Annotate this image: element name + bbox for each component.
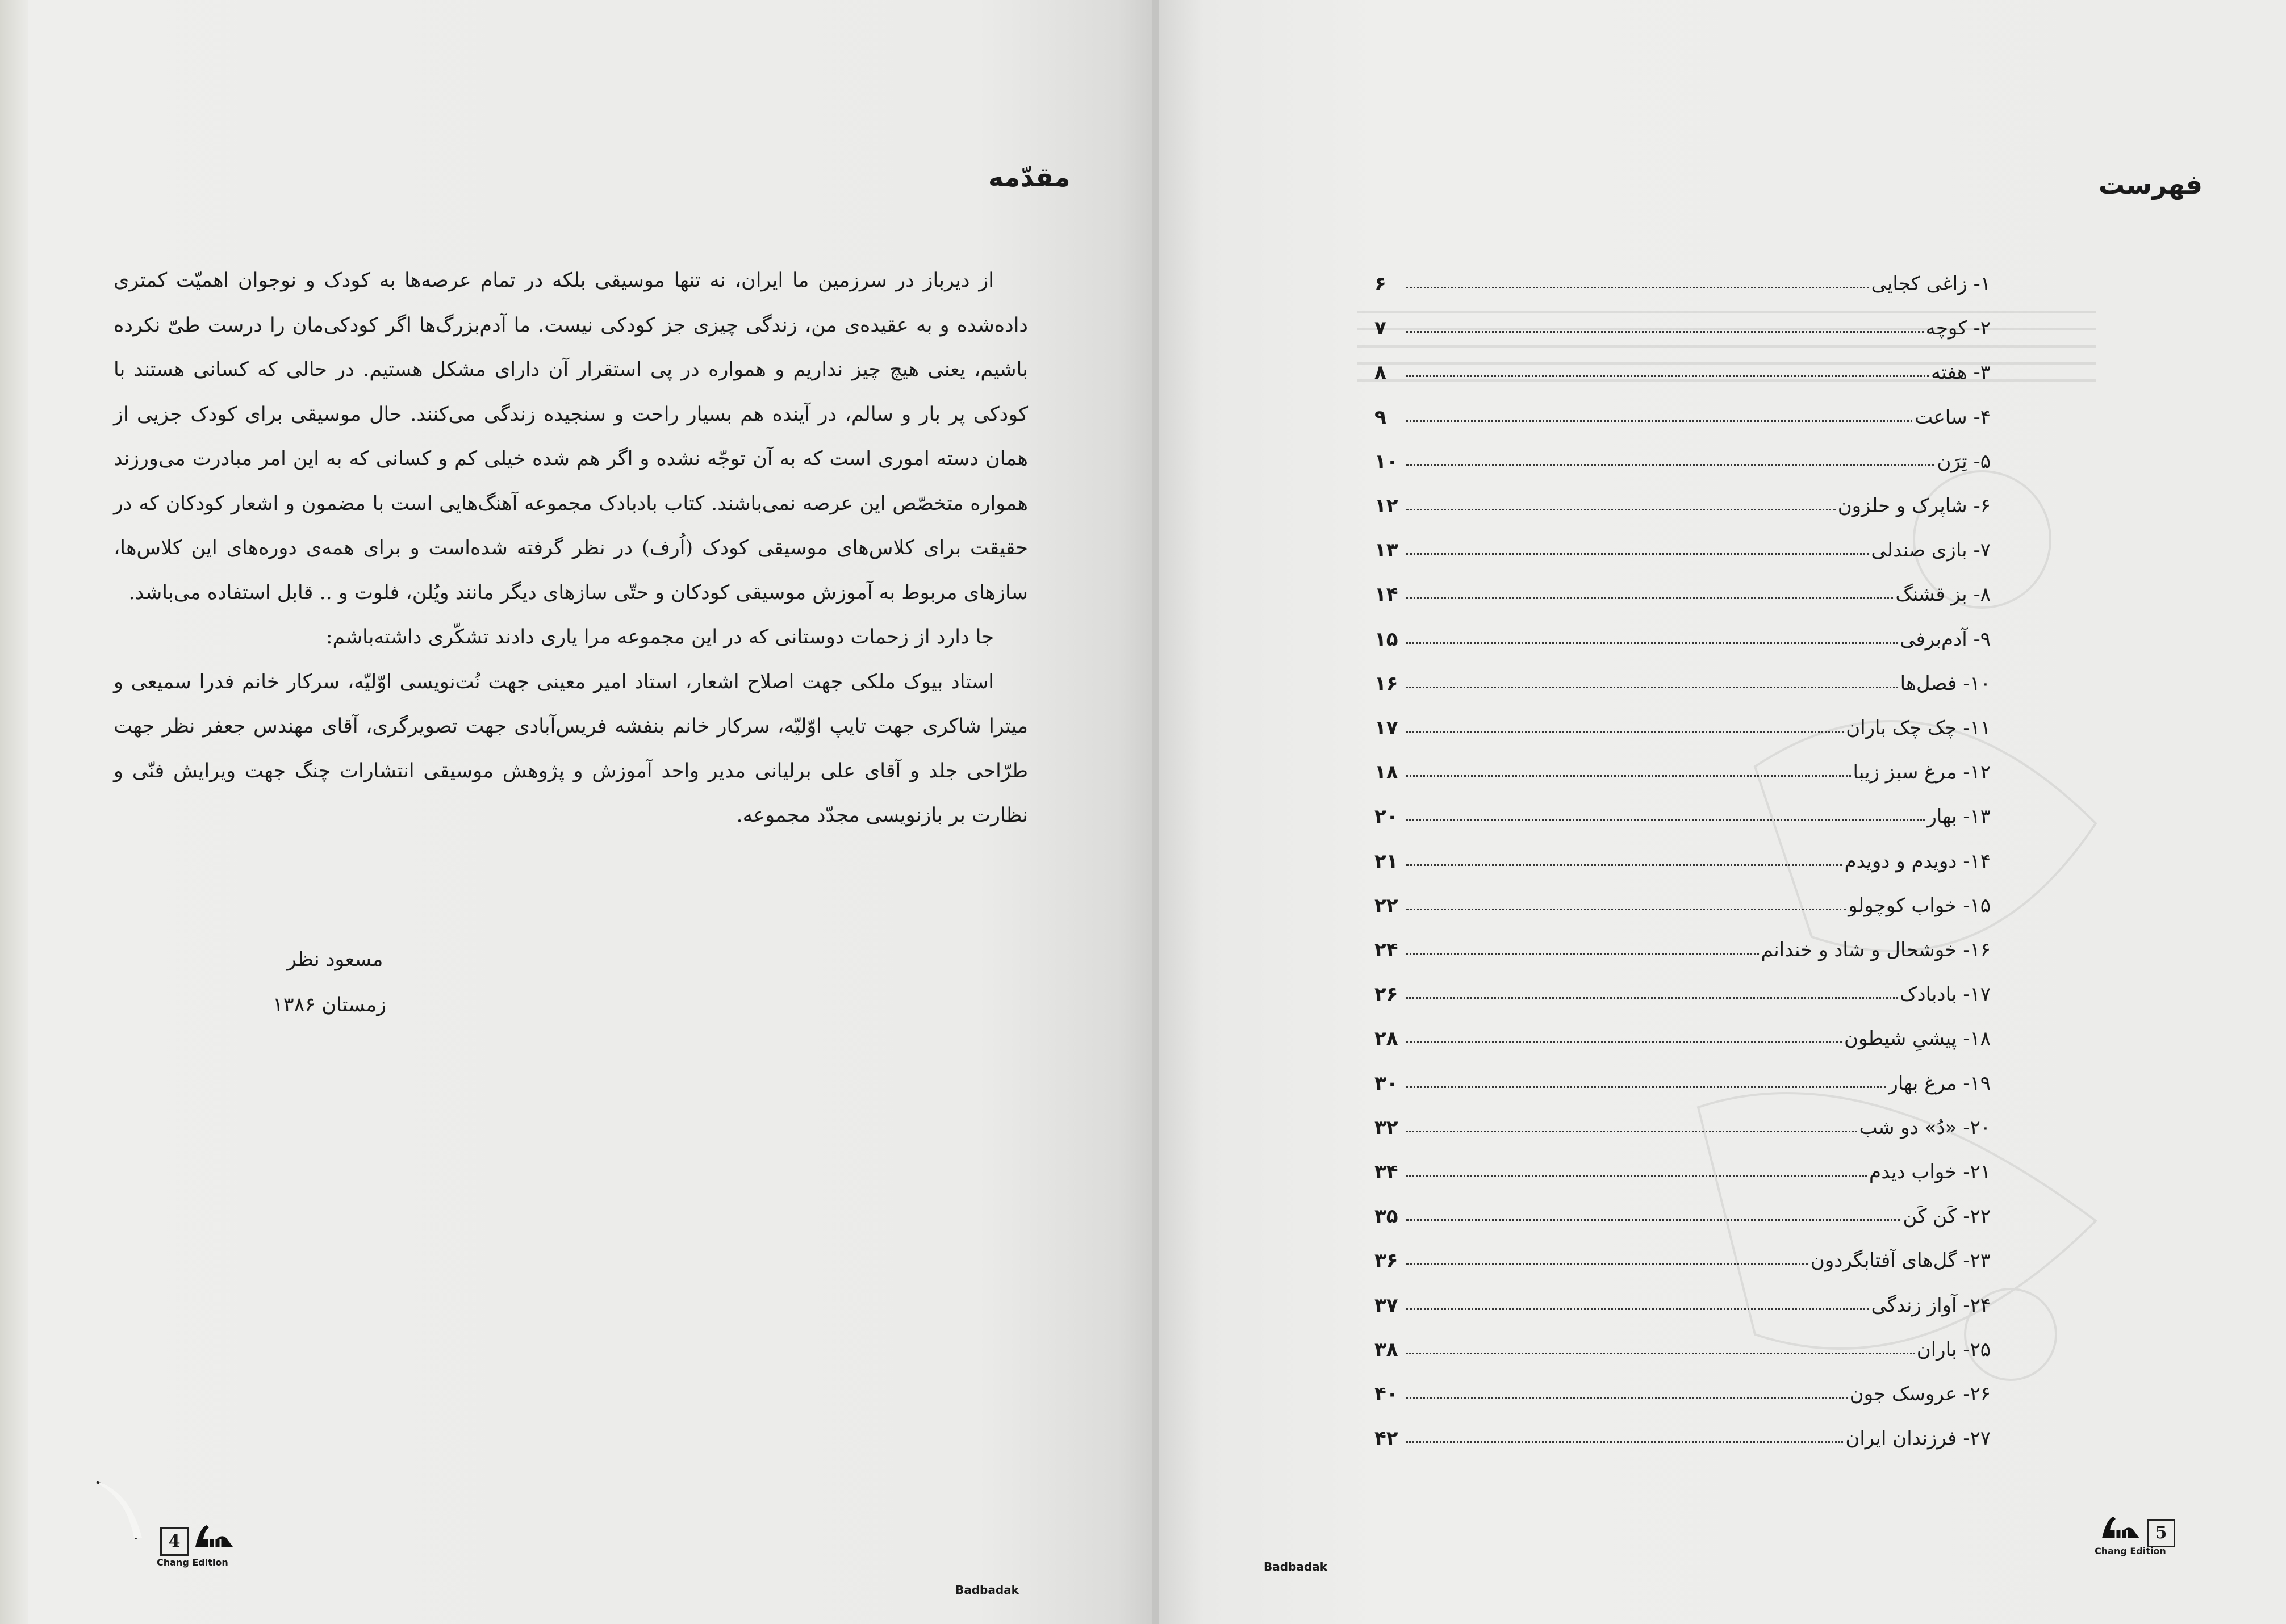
toc-leader-dots [1406, 1353, 1915, 1354]
toc-entry [1374, 261, 1991, 295]
intro-body [114, 258, 1028, 838]
toc-entry-title: ۲۷- فرزندان ایران [1845, 1427, 1991, 1450]
toc-entry-title: ۵- تِرَن [1937, 450, 1991, 473]
publisher-name: Chang Edition [157, 1557, 228, 1568]
toc-entry-page: ۱۷ [1374, 717, 1398, 739]
running-title: Badbadak [955, 1583, 1019, 1597]
author-name: مسعود نظر [287, 948, 383, 971]
toc-entry-title: ۲۵- باران [1916, 1338, 1991, 1361]
toc-entry [1374, 883, 1991, 917]
signature-date: زمستان ۱۳۸۶ [273, 994, 387, 1016]
toc-entry-title: ۱۶- خوشحال و شاد و خندانم [1761, 939, 1991, 961]
toc-entry-page: ۱۰ [1374, 450, 1398, 473]
toc-entry-title: ۲۴- آواز زندگی [1871, 1294, 1991, 1317]
intro-paragraph: از دیرباز در سرزمین ما ایران، نه تنها موسیقی بلکه در تمام عرصه‌ها به کودک و نوجوان اهمیّت کمتری داده‌شده و به عقیده‌ی من، زندگی چیزی جز کودکی نیست. ما آدم‌بزرگ‌ها اگر کودکی‌مان را درست طیّ نکرده باشیم، یعنی هیچ چیز نداریم و همواره در پی استقرار آن دارای مشکل هستیم. در حالی که کسانی هستند با کودکی پر بار و سالم، در آینده هم بسیار راحت و سنجیده زندگی می‌کنند. حال موسیقی برای کودک جزیی از همان دسته اموری است که به آن توجّه نشده و اگر هم شده خیلی کم و کسانی که به این امر مبادرت می‌ورزند همواره متخصّص این عرصه نمی‌باشند. کتاب بادبادک مجموعه آهنگ‌هایی است با مضمون و اشعار کودکان که در حقیقت برای کلاس‌های موسیقی کودک (اُرف) در نظر گرفته شده‌است و برای همه‌ی دوره‌های این کلاس‌ها، سازهای مربوط به آموزش موسیقی کودکان و حتّی سازهای دیگر مانند ویُلن، فلوت و .. قابل استفاده می‌باشد. [114, 269, 1028, 604]
toc-entry-title: ۹- آدم‌برفی [1900, 627, 1991, 651]
toc-entry [1374, 839, 1991, 873]
toc-entry [1374, 1105, 1991, 1139]
toc-leader-dots [1406, 864, 1842, 866]
toc-leader-dots [1406, 1397, 1848, 1399]
intro-title: مقدّمه [988, 162, 1071, 192]
toc-entry [1374, 617, 1991, 651]
toc-leader-dots [1406, 509, 1836, 510]
toc-entry-title: ۱۱- چک چک باران [1846, 717, 1991, 739]
toc-leader-dots [1406, 1308, 1869, 1310]
toc-entry [1374, 1416, 1991, 1450]
toc-entry-title: ۲۱- خواب دیدم [1869, 1161, 1991, 1183]
toc-entry-title: ۲۰- «دُ» دو شب [1859, 1116, 1991, 1139]
toc-entry-page: ۱۲ [1374, 495, 1398, 517]
toc-entry [1374, 1194, 1991, 1228]
toc-entry-page: ۳۲ [1374, 1116, 1398, 1139]
toc-entry-page: ۱۳ [1374, 539, 1398, 562]
toc-entry-title: ۱۲- مرغ سبز زیبا [1853, 761, 1991, 784]
toc-entry [1374, 794, 1991, 828]
toc-entry-title: ۱۸- پیشیِ شیطون [1844, 1027, 1991, 1050]
toc-entry-page: ۷ [1374, 317, 1386, 340]
toc-entry-title: ۱۴- دویدم و دویدم [1844, 849, 1991, 873]
toc-entry-page: ۹ [1374, 405, 1386, 429]
toc-entry-title: ۳- هفته [1931, 361, 1991, 384]
chang-logo-icon [2099, 1513, 2144, 1542]
thanks-intro: جا دارد از زحمات دوستانی که در این مجموعه مرا یاری دادند تشکّری داشته‌باشم: [325, 626, 994, 648]
toc-entry-page: ۲۶ [1374, 983, 1398, 1006]
toc-entry-page: ۲۱ [1374, 849, 1398, 873]
toc-entry-title: ۷- بازی صندلی [1871, 539, 1991, 562]
toc-leader-dots [1406, 1263, 1808, 1265]
toc-leader-dots [1406, 375, 1929, 377]
toc-entry [1374, 395, 1991, 429]
toc-entry-title: ۶- شاپرک و حلزون [1837, 495, 1991, 517]
toc-entry-title: ۱۳- بهار [1927, 805, 1991, 828]
toc-title: فهرست [2099, 169, 2203, 200]
toc-entry [1374, 705, 1991, 739]
toc-entry [1374, 1061, 1991, 1095]
toc-entry [1374, 972, 1991, 1006]
toc-leader-dots [1406, 331, 1924, 333]
running-title: Badbadak [1264, 1560, 1327, 1573]
page-tear [91, 1476, 170, 1545]
toc-entry [1374, 350, 1991, 384]
toc-leader-dots [1406, 642, 1898, 644]
toc-entry [1374, 572, 1991, 606]
toc-entry-page: ۶ [1374, 273, 1386, 295]
toc-entry [1374, 439, 1991, 473]
toc-leader-dots [1406, 1086, 1886, 1088]
toc-entry [1374, 528, 1991, 562]
toc-entry-page: ۳۴ [1374, 1161, 1398, 1183]
toc-entry-page: ۳۸ [1374, 1338, 1398, 1361]
toc-entry-title: ۲۳- گل‌های آفتابگردون [1810, 1249, 1991, 1273]
toc-entry-page: ۲۴ [1374, 939, 1398, 961]
toc-entry-title: ۲۲- کَن کَن [1903, 1205, 1991, 1228]
toc-entry-page: ۲۲ [1374, 894, 1398, 917]
toc-entry-title: ۴- ساعت [1915, 405, 1991, 429]
toc-leader-dots [1406, 597, 1893, 599]
toc-leader-dots [1406, 553, 1869, 555]
page-edge [0, 0, 28, 1624]
toc-leader-dots [1406, 420, 1912, 422]
toc-entry [1374, 1327, 1991, 1361]
toc-entry-title: ۸- بز قشنگ [1895, 583, 1991, 606]
toc-leader-dots [1406, 731, 1844, 733]
book-gutter [1152, 0, 1159, 1624]
toc-leader-dots [1406, 1131, 1857, 1132]
toc-entry-page: ۳۷ [1374, 1294, 1398, 1317]
toc-leader-dots [1406, 819, 1925, 821]
toc-leader-dots [1406, 287, 1869, 288]
toc-entry-page: ۳۰ [1374, 1071, 1398, 1095]
toc-entry [1374, 927, 1991, 961]
toc-leader-dots [1406, 464, 1934, 466]
toc-entry [1374, 483, 1991, 517]
toc-entry-title: ۲- کوچه [1925, 317, 1991, 340]
toc-entry-page: ۴۲ [1374, 1427, 1398, 1450]
page-number: 4 [160, 1527, 189, 1556]
toc-entry [1374, 1016, 1991, 1050]
toc-entry [1374, 305, 1991, 340]
toc-entry-title: ۱- زاغی کجایی [1871, 273, 1991, 295]
toc-entry-page: ۱۶ [1374, 672, 1398, 695]
toc-entry [1374, 1371, 1991, 1405]
toc-entry-title: ۱۰- فصل‌ها [1900, 672, 1991, 695]
toc-leader-dots [1406, 775, 1851, 777]
toc-entry-page: ۳۵ [1374, 1205, 1398, 1228]
toc-entry-page: ۱۵ [1374, 627, 1398, 651]
toc-entry-page: ۱۴ [1374, 583, 1398, 606]
toc-leader-dots [1406, 1175, 1867, 1177]
toc-entry [1374, 1283, 1991, 1317]
toc-entry-title: ۲۶- عروسک جون [1849, 1383, 1991, 1405]
page-number: 5 [2147, 1519, 2175, 1547]
toc-leader-dots [1406, 909, 1846, 910]
toc-leader-dots [1406, 1041, 1842, 1043]
toc-entry-page: ۲۰ [1374, 805, 1398, 828]
acknowledgements: استاد بیوک ملکی جهت اصلاح اشعار، استاد امیر معینی جهت نُت‌نویسی اوّلیّه، سرکار خانم فدرا سمیعی و میترا شاکری جهت تایپ اوّلیّه، سرکار خانم بنفشه فریس‌آبادی جهت تصویرگری، آقای مهندس جعفر نظر جهت طرّاحی جلد و آقای علی برلیانی مدیر واحد آموزش و پژوهش موسیقی انتشارات چنگ جهت ویرایش فنّی و نظارت بر بازنویسی مجدّد مجموعه. [114, 670, 1028, 827]
toc-entry-page: ۳۶ [1374, 1249, 1398, 1273]
toc-entry [1374, 661, 1991, 695]
toc-entry-page: ۴۰ [1374, 1383, 1398, 1405]
toc-entry [1374, 1149, 1991, 1183]
toc-entry [1374, 1238, 1991, 1272]
toc-entry-page: ۸ [1374, 361, 1386, 384]
toc-entry-title: ۱۵- خواب کوچولو [1848, 894, 1991, 917]
toc-leader-dots [1406, 1441, 1843, 1443]
chang-logo-icon [192, 1522, 237, 1550]
toc-entry-page: ۱۸ [1374, 761, 1398, 784]
toc-entry-page: ۲۸ [1374, 1027, 1398, 1050]
publisher-name: Chang Edition [2095, 1546, 2166, 1556]
toc-entry-title: ۱۷- بادبادک [1900, 983, 1991, 1006]
toc-entry-title: ۱۹- مرغ بهار [1888, 1071, 1991, 1095]
toc-leader-dots [1406, 1219, 1900, 1221]
toc-entry [1374, 750, 1991, 784]
toc-leader-dots [1406, 687, 1898, 688]
toc-leader-dots [1406, 953, 1759, 955]
toc-leader-dots [1406, 997, 1898, 999]
